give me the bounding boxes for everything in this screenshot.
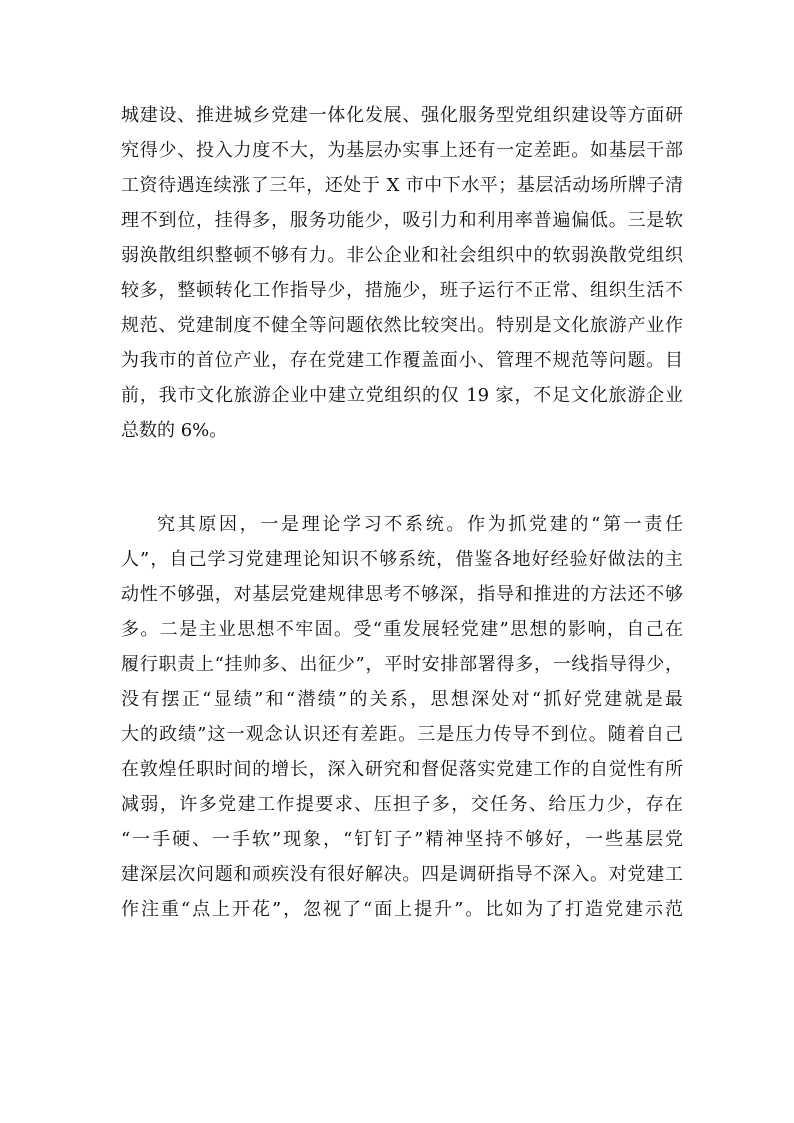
paragraph-line: 究得少、投入力度不大，为基层办实事上还有一定差距。如基层干部	[121, 140, 683, 161]
paragraph-line: 规范、党建制度不健全等问题依然比较突出。特别是文化旅游产业作	[121, 315, 683, 336]
paragraph-line: 究其原因，一是理论学习不系统。作为抓党建的“第一责任	[157, 514, 683, 535]
paragraph-line: 城建设、推进城乡党建一体化发展、强化服务型党组织建设等方面研	[121, 105, 683, 126]
paragraph-line: 建深层次问题和顽疾没有很好解决。四是调研指导不深入。对党建工	[121, 864, 683, 885]
paragraph-line: 为我市的首位产业，存在党建工作覆盖面小、管理不规范等问题。目	[121, 350, 683, 371]
paragraph-line: 没有摆正“显绩”和“潜绩”的关系，思想深处对“抓好党建就是最	[121, 689, 683, 710]
paragraph-line: 履行职责上“挂帅多、出征少”，平时安排部署得多，一线指导得少，	[121, 654, 683, 675]
paragraph-line: 在敦煌任职时间的增长，深入研究和督促落实党建工作的自觉性有所	[121, 759, 683, 780]
paragraph-line: “一手硬、一手软”现象，“钉钉子”精神坚持不够好，一些基层党	[121, 829, 683, 850]
paragraph-line: 减弱，许多党建工作提要求、压担子多，交任务、给压力少，存在	[121, 794, 683, 815]
paragraph-line: 总数的 6%。	[121, 420, 228, 441]
paragraph-line: 动性不够强，对基层党建规律思考不够深，指导和推进的方法还不够	[121, 584, 683, 605]
paragraph-line: 弱涣散组织整顿不够有力。非公企业和社会组织中的软弱涣散党组织	[121, 245, 683, 266]
paragraph-1	[121, 98, 683, 448]
paragraph-line: 较多，整顿转化工作指导少，措施少，班子运行不正常、组织生活不	[121, 280, 683, 301]
paragraph-line: 前，我市文化旅游企业中建立党组织的仅 19 家，不足文化旅游企业	[121, 385, 683, 406]
paragraph-line: 理不到位，挂得多，服务功能少，吸引力和利用率普遍偏低。三是软	[121, 210, 683, 231]
paragraph-line: 多。二是主业思想不牢固。受“重发展轻党建”思想的影响，自己在	[121, 619, 683, 640]
paragraph-line: 大的政绩”这一观念认识还有差距。三是压力传导不到位。随着自己	[121, 724, 683, 745]
paragraph-line: 人”，自己学习党建理论知识不够系统，借鉴各地好经验好做法的主	[121, 549, 683, 570]
paragraph-line: 工资待遇连续涨了三年，还处于 X 市中下水平；基层活动场所牌子清	[121, 175, 683, 196]
paragraph-line: 作注重“点上开花”，忽视了“面上提升”。比如为了打造党建示范	[121, 899, 683, 920]
paragraph-2	[121, 507, 683, 927]
